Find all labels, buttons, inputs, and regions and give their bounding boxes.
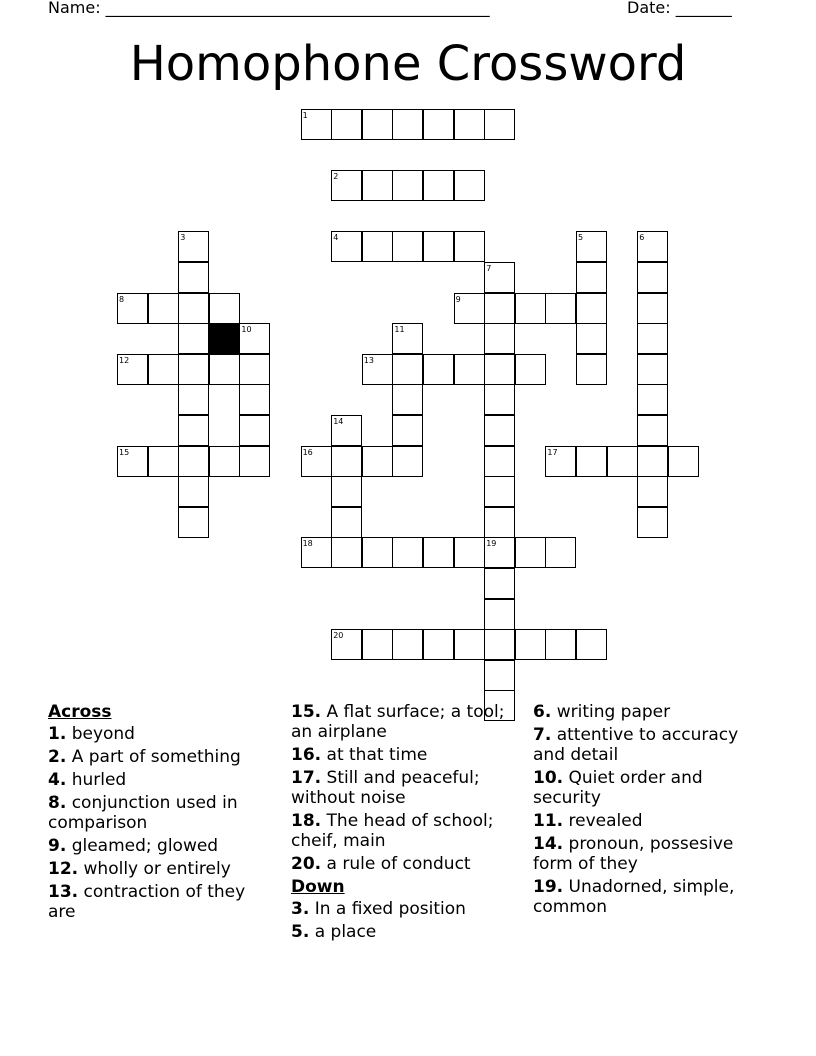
grid-cell[interactable] — [178, 415, 209, 446]
clue-item-text: a rule of conduct — [321, 854, 471, 874]
clue-item-number: 20. — [291, 854, 322, 874]
clue-item — [48, 882, 273, 922]
grid-cell[interactable] — [484, 629, 515, 660]
clue-number: 11 — [394, 325, 405, 335]
grid-cell[interactable] — [239, 446, 270, 477]
grid-cell[interactable] — [362, 629, 393, 660]
grid-cell[interactable] — [301, 446, 332, 477]
grid-cell[interactable] — [454, 109, 485, 140]
clue-item-text: Quiet order and security — [533, 768, 703, 808]
clue-item — [48, 836, 273, 856]
grid-cell[interactable] — [301, 537, 332, 568]
grid-cell[interactable] — [392, 384, 423, 415]
grid-cell[interactable] — [515, 293, 546, 324]
clue-number: 3 — [180, 233, 186, 243]
clue-item-number: 3. — [291, 899, 310, 919]
grid-cell[interactable] — [637, 415, 668, 446]
grid-cell[interactable] — [515, 354, 546, 385]
clue-item-text: revealed — [563, 811, 643, 831]
grid-cell[interactable] — [545, 293, 576, 324]
clue-item-text: writing paper — [551, 702, 671, 722]
clue-item-number: 10. — [533, 768, 564, 788]
clue-item-text: pronoun, possesive form of they — [533, 834, 734, 874]
grid-cell[interactable] — [637, 231, 668, 262]
grid-cell[interactable] — [515, 629, 546, 660]
clue-item-number: 1. — [48, 724, 67, 744]
grid-cell[interactable] — [576, 629, 607, 660]
grid-cell[interactable] — [545, 537, 576, 568]
grid-cell[interactable] — [178, 231, 209, 262]
grid-cell[interactable] — [117, 446, 148, 477]
grid-cell[interactable] — [576, 293, 607, 324]
clue-item-number: 9. — [48, 836, 67, 856]
grid-cell[interactable] — [423, 354, 454, 385]
clues-column-3 — [533, 702, 758, 920]
clue-number: 17 — [547, 447, 558, 457]
clue-item-text: a place — [309, 922, 377, 942]
grid-cell[interactable] — [331, 231, 362, 262]
clue-item-text: The head of school; cheif, main — [291, 811, 494, 851]
grid-cell[interactable] — [576, 323, 607, 354]
clue-number: 4 — [333, 233, 339, 243]
clue-item-number: 17. — [291, 768, 322, 788]
across-clue-list — [48, 724, 273, 922]
clue-item — [533, 811, 758, 831]
grid-cell[interactable] — [545, 629, 576, 660]
clue-item-text: A flat surface; a tool; an airplane — [291, 702, 505, 742]
clue-number: 1 — [302, 111, 308, 120]
grid-cell[interactable] — [331, 415, 362, 446]
across-clue-list-continued — [291, 702, 516, 874]
grid-cell[interactable] — [331, 109, 362, 140]
grid-cell[interactable] — [178, 354, 209, 385]
grid-cell[interactable] — [331, 170, 362, 201]
grid-cell[interactable] — [637, 354, 668, 385]
clue-item-number: 19. — [533, 877, 564, 897]
clue-item-number: 5. — [291, 922, 310, 942]
grid-cell[interactable] — [484, 507, 515, 538]
grid-cell[interactable] — [362, 170, 393, 201]
grid-cell[interactable] — [178, 323, 209, 354]
clue-item-text: attentive to accuracy and detail — [533, 725, 739, 765]
page-title: Homophone Crossword — [129, 36, 687, 92]
grid-cell[interactable] — [362, 537, 393, 568]
grid-cell[interactable] — [178, 507, 209, 538]
clues-column-2 — [291, 702, 516, 945]
grid-cell[interactable] — [148, 293, 179, 324]
grid-cell[interactable] — [362, 354, 393, 385]
clue-item-text: wholly or entirely — [78, 859, 231, 879]
clue-item-text: hurled — [66, 770, 127, 790]
grid-cell[interactable] — [392, 170, 423, 201]
grid-cell[interactable] — [178, 262, 209, 293]
grid-cell[interactable] — [484, 262, 515, 293]
grid-cell[interactable] — [392, 323, 423, 354]
grid-cell[interactable] — [362, 446, 393, 477]
grid-cell[interactable] — [239, 354, 270, 385]
clue-number: 8 — [119, 294, 125, 304]
clue-item-text: Unadorned, simple, common — [533, 877, 735, 917]
clue-item-number: 16. — [291, 745, 322, 765]
grid-cell[interactable] — [331, 537, 362, 568]
clue-item-text: contraction of they are — [48, 882, 246, 922]
clue-item-text: gleamed; glowed — [66, 836, 219, 856]
name-field-label: Name: ________________________________________________ — [48, 0, 490, 17]
grid-cell[interactable] — [423, 629, 454, 660]
grid-cell[interactable] — [637, 476, 668, 507]
clue-number: 9 — [455, 294, 461, 304]
clue-item-number: 12. — [48, 859, 79, 879]
grid-cell[interactable] — [637, 262, 668, 293]
clue-number: 19 — [486, 539, 497, 549]
grid-cell[interactable] — [484, 384, 515, 415]
grid-cell[interactable] — [331, 476, 362, 507]
grid-cell[interactable] — [484, 323, 515, 354]
clue-item — [533, 725, 758, 765]
clue-item — [291, 854, 516, 874]
clue-item — [291, 922, 516, 942]
clue-number: 6 — [639, 233, 645, 243]
grid-cell[interactable] — [484, 446, 515, 477]
grid-cell[interactable] — [392, 231, 423, 262]
grid-cell[interactable] — [454, 629, 485, 660]
grid-cell[interactable] — [545, 446, 576, 477]
grid-cell[interactable] — [392, 415, 423, 446]
grid-cell[interactable] — [209, 354, 240, 385]
grid-cell[interactable] — [484, 109, 515, 140]
clue-item — [291, 768, 516, 808]
down-heading: Down — [291, 877, 345, 897]
clue-number: 16 — [302, 447, 313, 457]
clue-number: 14 — [333, 417, 344, 426]
grid-cell[interactable] — [484, 537, 515, 568]
clue-item-number: 6. — [533, 702, 552, 722]
grid-cell[interactable] — [209, 293, 240, 324]
grid-cell[interactable] — [362, 109, 393, 140]
grid-cell[interactable] — [209, 446, 240, 477]
grid-cell[interactable] — [239, 323, 270, 354]
clue-item-number: 8. — [48, 793, 67, 813]
grid-cell[interactable] — [392, 109, 423, 140]
clue-item — [291, 702, 516, 742]
grid-cell[interactable] — [576, 446, 607, 477]
grid-cell[interactable] — [239, 384, 270, 415]
clue-number: 2 — [333, 172, 339, 182]
clue-number: 15 — [119, 447, 130, 457]
grid-cell[interactable] — [454, 231, 485, 262]
grid-cell[interactable] — [454, 170, 485, 201]
clue-item — [291, 899, 516, 919]
grid-cell[interactable] — [239, 415, 270, 446]
clue-item-text: at that time — [321, 745, 428, 765]
clue-number: 10 — [241, 325, 252, 335]
grid-cell[interactable] — [423, 537, 454, 568]
clue-item — [533, 768, 758, 808]
clue-item-text: conjunction used in comparison — [48, 793, 238, 833]
clue-number: 20 — [333, 631, 344, 641]
grid-cell[interactable] — [301, 109, 332, 140]
clue-item-number: 4. — [48, 770, 67, 790]
clue-number: 7 — [486, 264, 492, 273]
clue-item-text: beyond — [66, 724, 135, 744]
grid-cell[interactable] — [423, 231, 454, 262]
grid-cell[interactable] — [423, 170, 454, 201]
across-heading: Across — [48, 702, 112, 722]
grid-cell[interactable] — [454, 293, 485, 324]
clue-item — [291, 811, 516, 851]
grid-cell[interactable] — [637, 384, 668, 415]
grid-cell[interactable] — [484, 354, 515, 385]
grid-cell[interactable] — [392, 537, 423, 568]
grid-cell[interactable] — [331, 507, 362, 538]
clue-item — [48, 747, 273, 767]
grid-cell[interactable] — [484, 293, 515, 324]
grid-cell[interactable] — [148, 354, 179, 385]
grid-cell[interactable] — [331, 629, 362, 660]
grid-cell[interactable] — [637, 323, 668, 354]
grid-cell[interactable] — [392, 629, 423, 660]
grid-cell[interactable] — [178, 293, 209, 324]
clue-number: 13 — [363, 355, 374, 365]
grid-cell[interactable] — [484, 599, 515, 630]
clue-item — [48, 770, 273, 790]
grid-cell[interactable] — [178, 384, 209, 415]
grid-cell[interactable] — [607, 446, 638, 477]
clue-number: 5 — [578, 233, 584, 243]
clue-item-text: In a fixed position — [309, 899, 466, 919]
grid-cell[interactable] — [117, 354, 148, 385]
clue-number: 12 — [119, 355, 130, 365]
clue-item-number: 11. — [533, 811, 564, 831]
clue-item — [533, 877, 758, 917]
grid-cell[interactable] — [637, 507, 668, 538]
grid-cell[interactable] — [148, 446, 179, 477]
down-clue-list — [291, 899, 516, 942]
grid-cell[interactable] — [362, 231, 393, 262]
clue-item-number: 2. — [48, 747, 67, 767]
clues-column-1 — [48, 702, 273, 925]
clue-item — [291, 745, 516, 765]
clue-item-number: 7. — [533, 725, 552, 745]
grid-cell[interactable] — [423, 109, 454, 140]
clue-item — [48, 793, 273, 833]
grid-cell[interactable] — [515, 537, 546, 568]
grid-cell[interactable] — [484, 476, 515, 507]
clue-item-number: 18. — [291, 811, 322, 831]
clue-item — [48, 859, 273, 879]
grid-cell[interactable] — [178, 476, 209, 507]
grid-cell[interactable] — [484, 660, 515, 691]
grid-cell[interactable] — [117, 293, 148, 324]
date-field-label: Date: _______ — [627, 0, 732, 17]
grid-cell[interactable] — [454, 537, 485, 568]
grid-cell[interactable] — [576, 262, 607, 293]
black-cell — [209, 323, 240, 354]
clue-item-number: 14. — [533, 834, 564, 854]
grid-cell[interactable] — [392, 446, 423, 477]
grid-cell[interactable] — [178, 446, 209, 477]
clue-item-number: 13. — [48, 882, 79, 902]
grid-cell[interactable] — [454, 354, 485, 385]
clue-item-text: A part of something — [66, 747, 241, 767]
grid-cell[interactable] — [576, 231, 607, 262]
grid-cell[interactable] — [668, 446, 699, 477]
grid-cell[interactable] — [392, 354, 423, 385]
clue-number: 18 — [302, 539, 313, 549]
clue-item — [533, 702, 758, 722]
grid-cell[interactable] — [331, 446, 362, 477]
grid-cell[interactable] — [484, 568, 515, 599]
grid-cell[interactable] — [637, 446, 668, 477]
clue-item — [48, 724, 273, 744]
clue-item-text: Still and peaceful; without noise — [291, 768, 480, 808]
grid-cell[interactable] — [637, 293, 668, 324]
clue-item — [533, 834, 758, 874]
grid-cell[interactable] — [484, 415, 515, 446]
clue-item-number: 15. — [291, 702, 322, 722]
down-clue-list-continued — [533, 702, 758, 917]
grid-cell[interactable] — [576, 354, 607, 385]
